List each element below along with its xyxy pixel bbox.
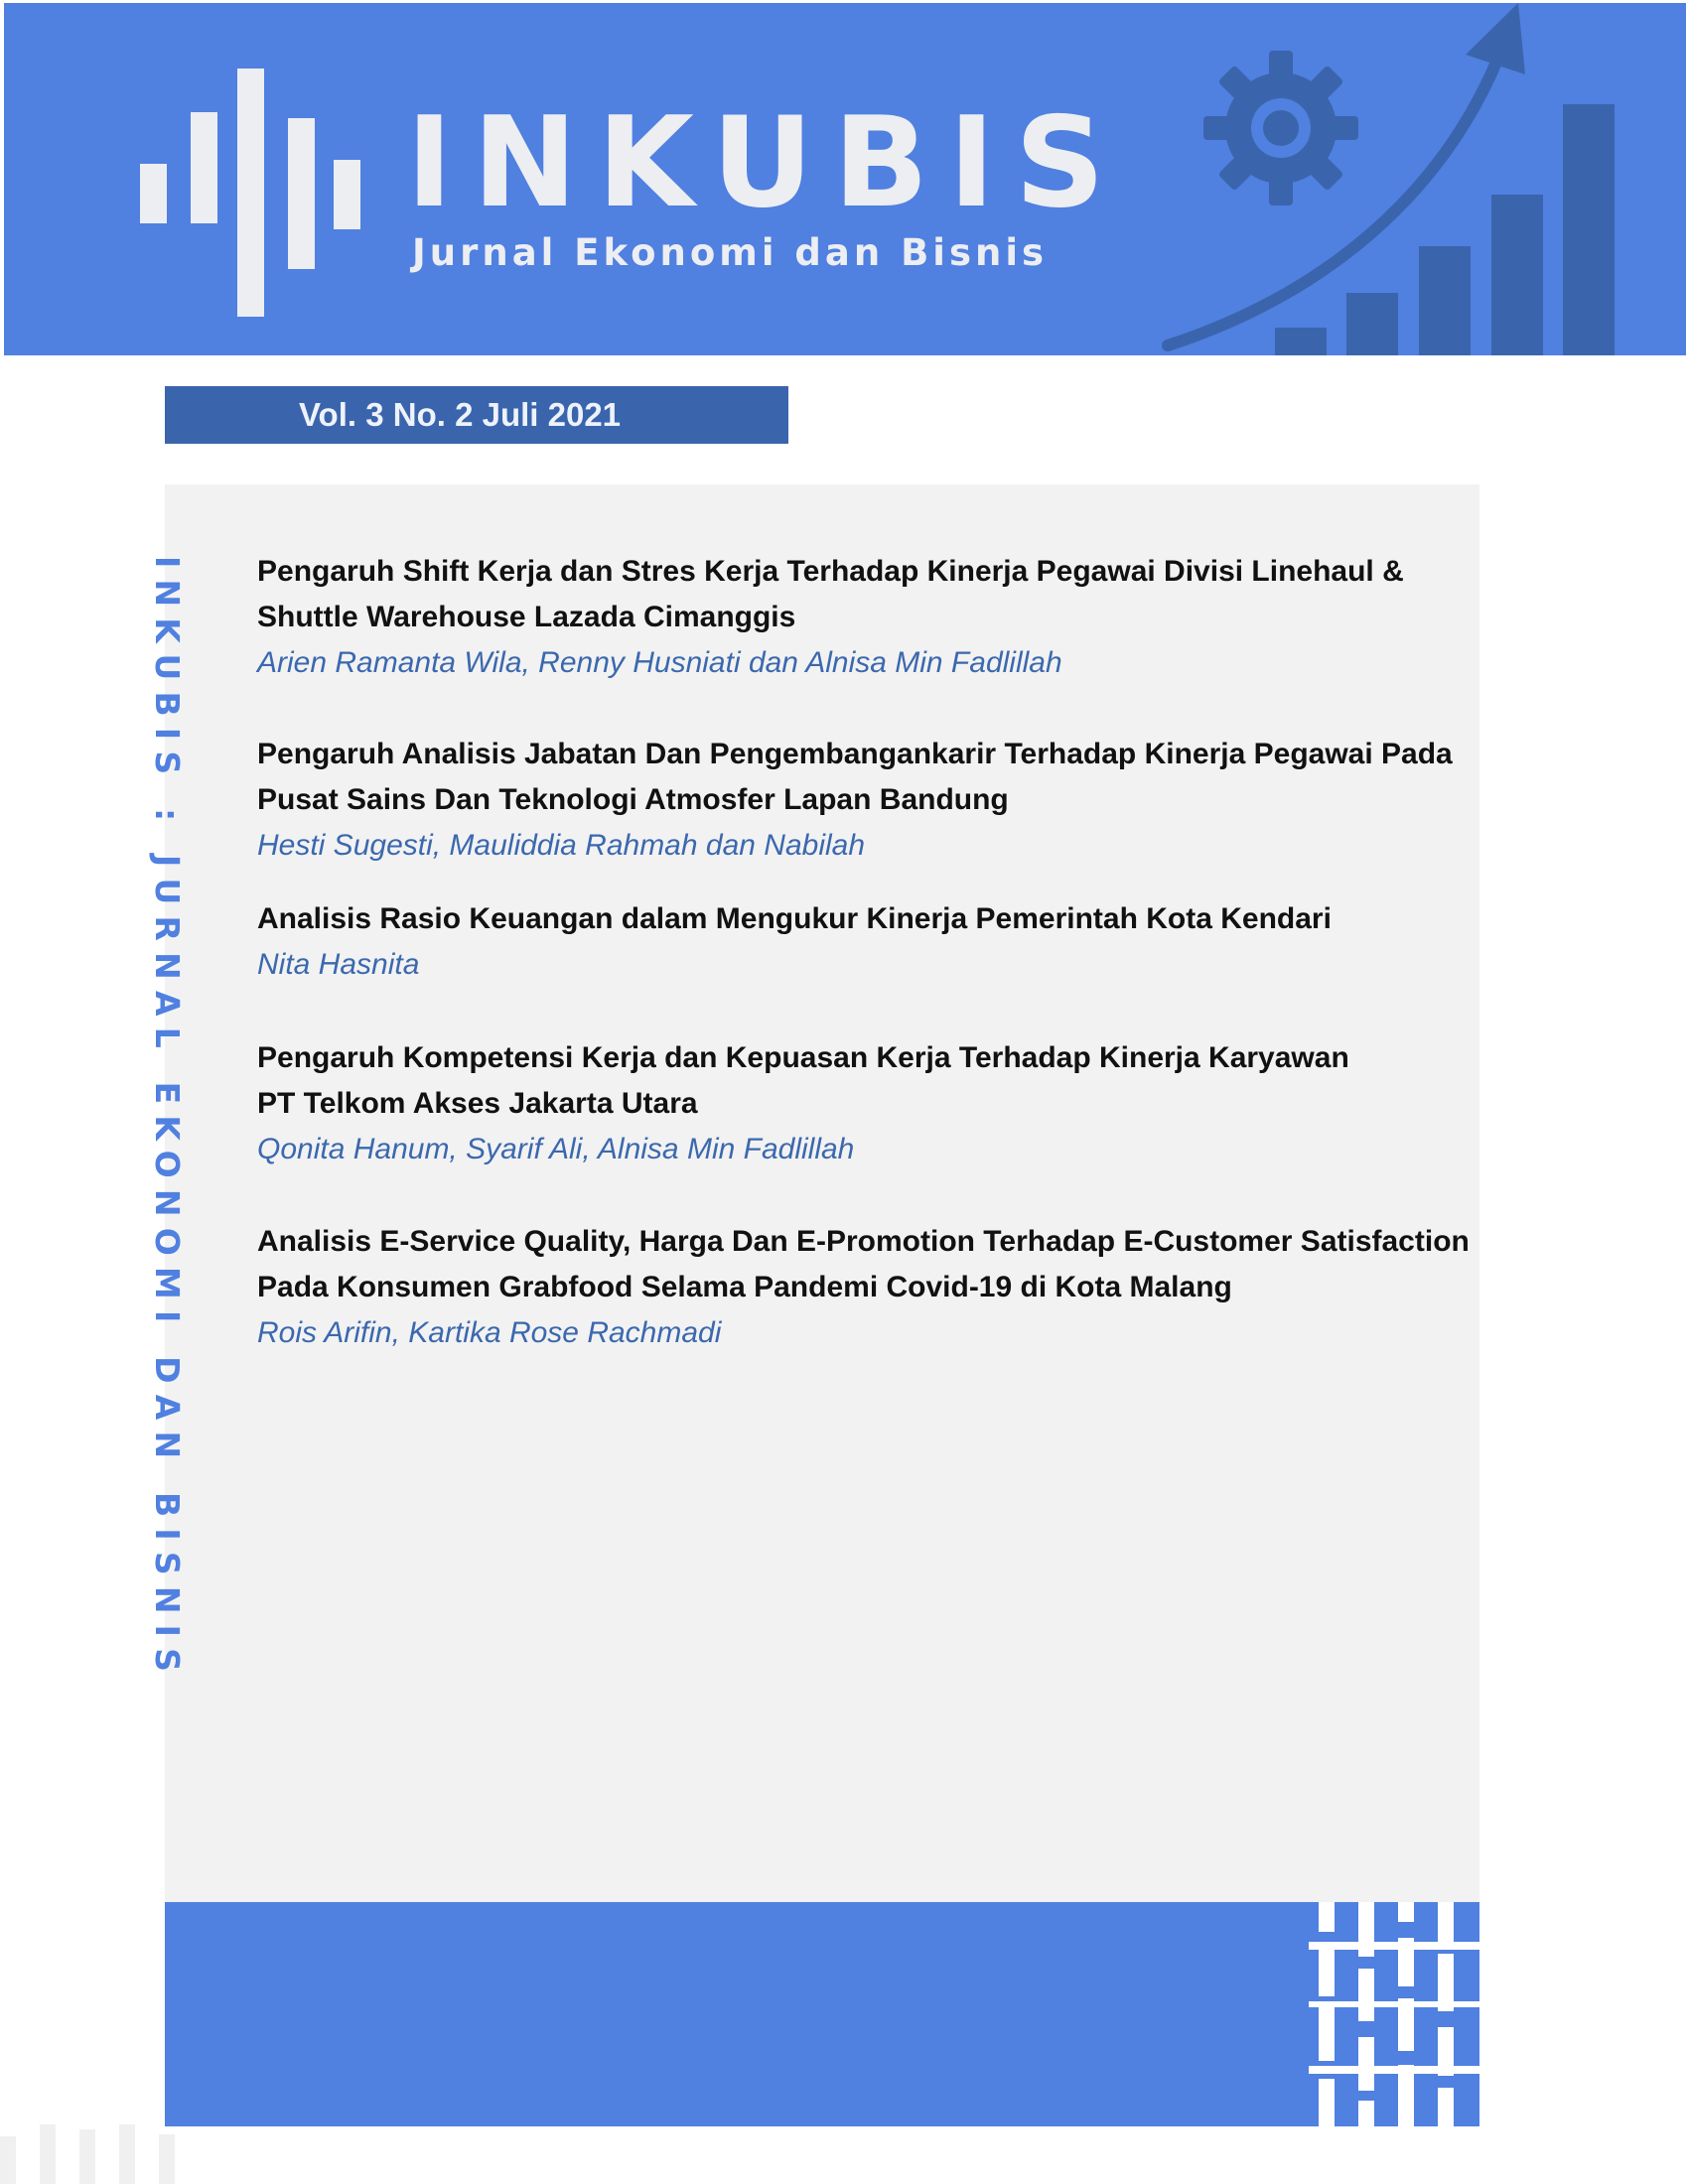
article-title[interactable]: PT Telkom Akses Jakarta Utara bbox=[257, 1087, 698, 1120]
article-title[interactable]: Pada Konsumen Grabfood Selama Pandemi Covid-19 di Kota Malang bbox=[257, 1271, 1232, 1303]
growth-chart-graphic bbox=[1156, 3, 1686, 355]
article-authors: Nita Hasnita bbox=[257, 948, 420, 981]
article-entry[interactable] bbox=[257, 732, 1478, 869]
article-entry[interactable] bbox=[257, 549, 1478, 686]
footer-band bbox=[165, 1902, 1479, 2126]
journal-title: INKUBIS bbox=[406, 89, 1125, 235]
article-authors: Qonita Hanum, Syarif Ali, Alnisa Min Fadlillah bbox=[257, 1133, 855, 1165]
article-title[interactable]: Pengaruh Kompetensi Kerja dan Kepuasan Kerja Terhadap Kinerja Karyawan bbox=[257, 1041, 1349, 1074]
volume-issue-label: Vol. 3 No. 2 Juli 2021 bbox=[165, 386, 788, 444]
article-title[interactable]: Pengaruh Shift Kerja dan Stres Kerja Terhadap Kinerja Pegawai Divisi Linehaul & bbox=[257, 555, 1404, 588]
article-title[interactable]: Shuttle Warehouse Lazada Cimanggis bbox=[257, 601, 796, 633]
article-entry[interactable] bbox=[257, 896, 1478, 988]
spine-journal-name: INKUBIS : JURNAL EKONOMI DAN BISNIS bbox=[148, 556, 187, 1684]
article-title[interactable]: Pengaruh Analisis Jabatan Dan Pengembangankarir Terhadap Kinerja Pegawai Pada bbox=[257, 738, 1453, 770]
gear-icon bbox=[1203, 51, 1358, 205]
article-authors: Rois Arifin, Kartika Rose Rachmadi bbox=[257, 1316, 722, 1349]
article-title[interactable]: Pusat Sains Dan Teknologi Atmosfer Lapan Bandung bbox=[257, 783, 1009, 816]
journal-header bbox=[4, 3, 1686, 355]
footer-bar-pattern bbox=[1309, 1902, 1479, 2126]
article-title[interactable]: Analisis Rasio Keuangan dalam Mengukur Kinerja Pemerintah Kota Kendari bbox=[257, 902, 1332, 935]
corner-bar-decoration bbox=[0, 2124, 189, 2184]
article-authors: Arien Ramanta Wila, Renny Husniati dan Alnisa Min Fadlillah bbox=[257, 646, 1062, 679]
table-of-contents bbox=[257, 549, 1478, 1356]
journal-subtitle: Jurnal Ekonomi dan Bisnis bbox=[412, 231, 1049, 274]
bar-logo-icon bbox=[4, 3, 381, 355]
article-entry[interactable] bbox=[257, 1035, 1478, 1172]
article-authors: Hesti Sugesti, Mauliddia Rahmah dan Nabilah bbox=[257, 829, 866, 862]
article-title[interactable]: Analisis E-Service Quality, Harga Dan E-Promotion Terhadap E-Customer Satisfaction bbox=[257, 1225, 1470, 1258]
article-entry[interactable] bbox=[257, 1219, 1478, 1356]
